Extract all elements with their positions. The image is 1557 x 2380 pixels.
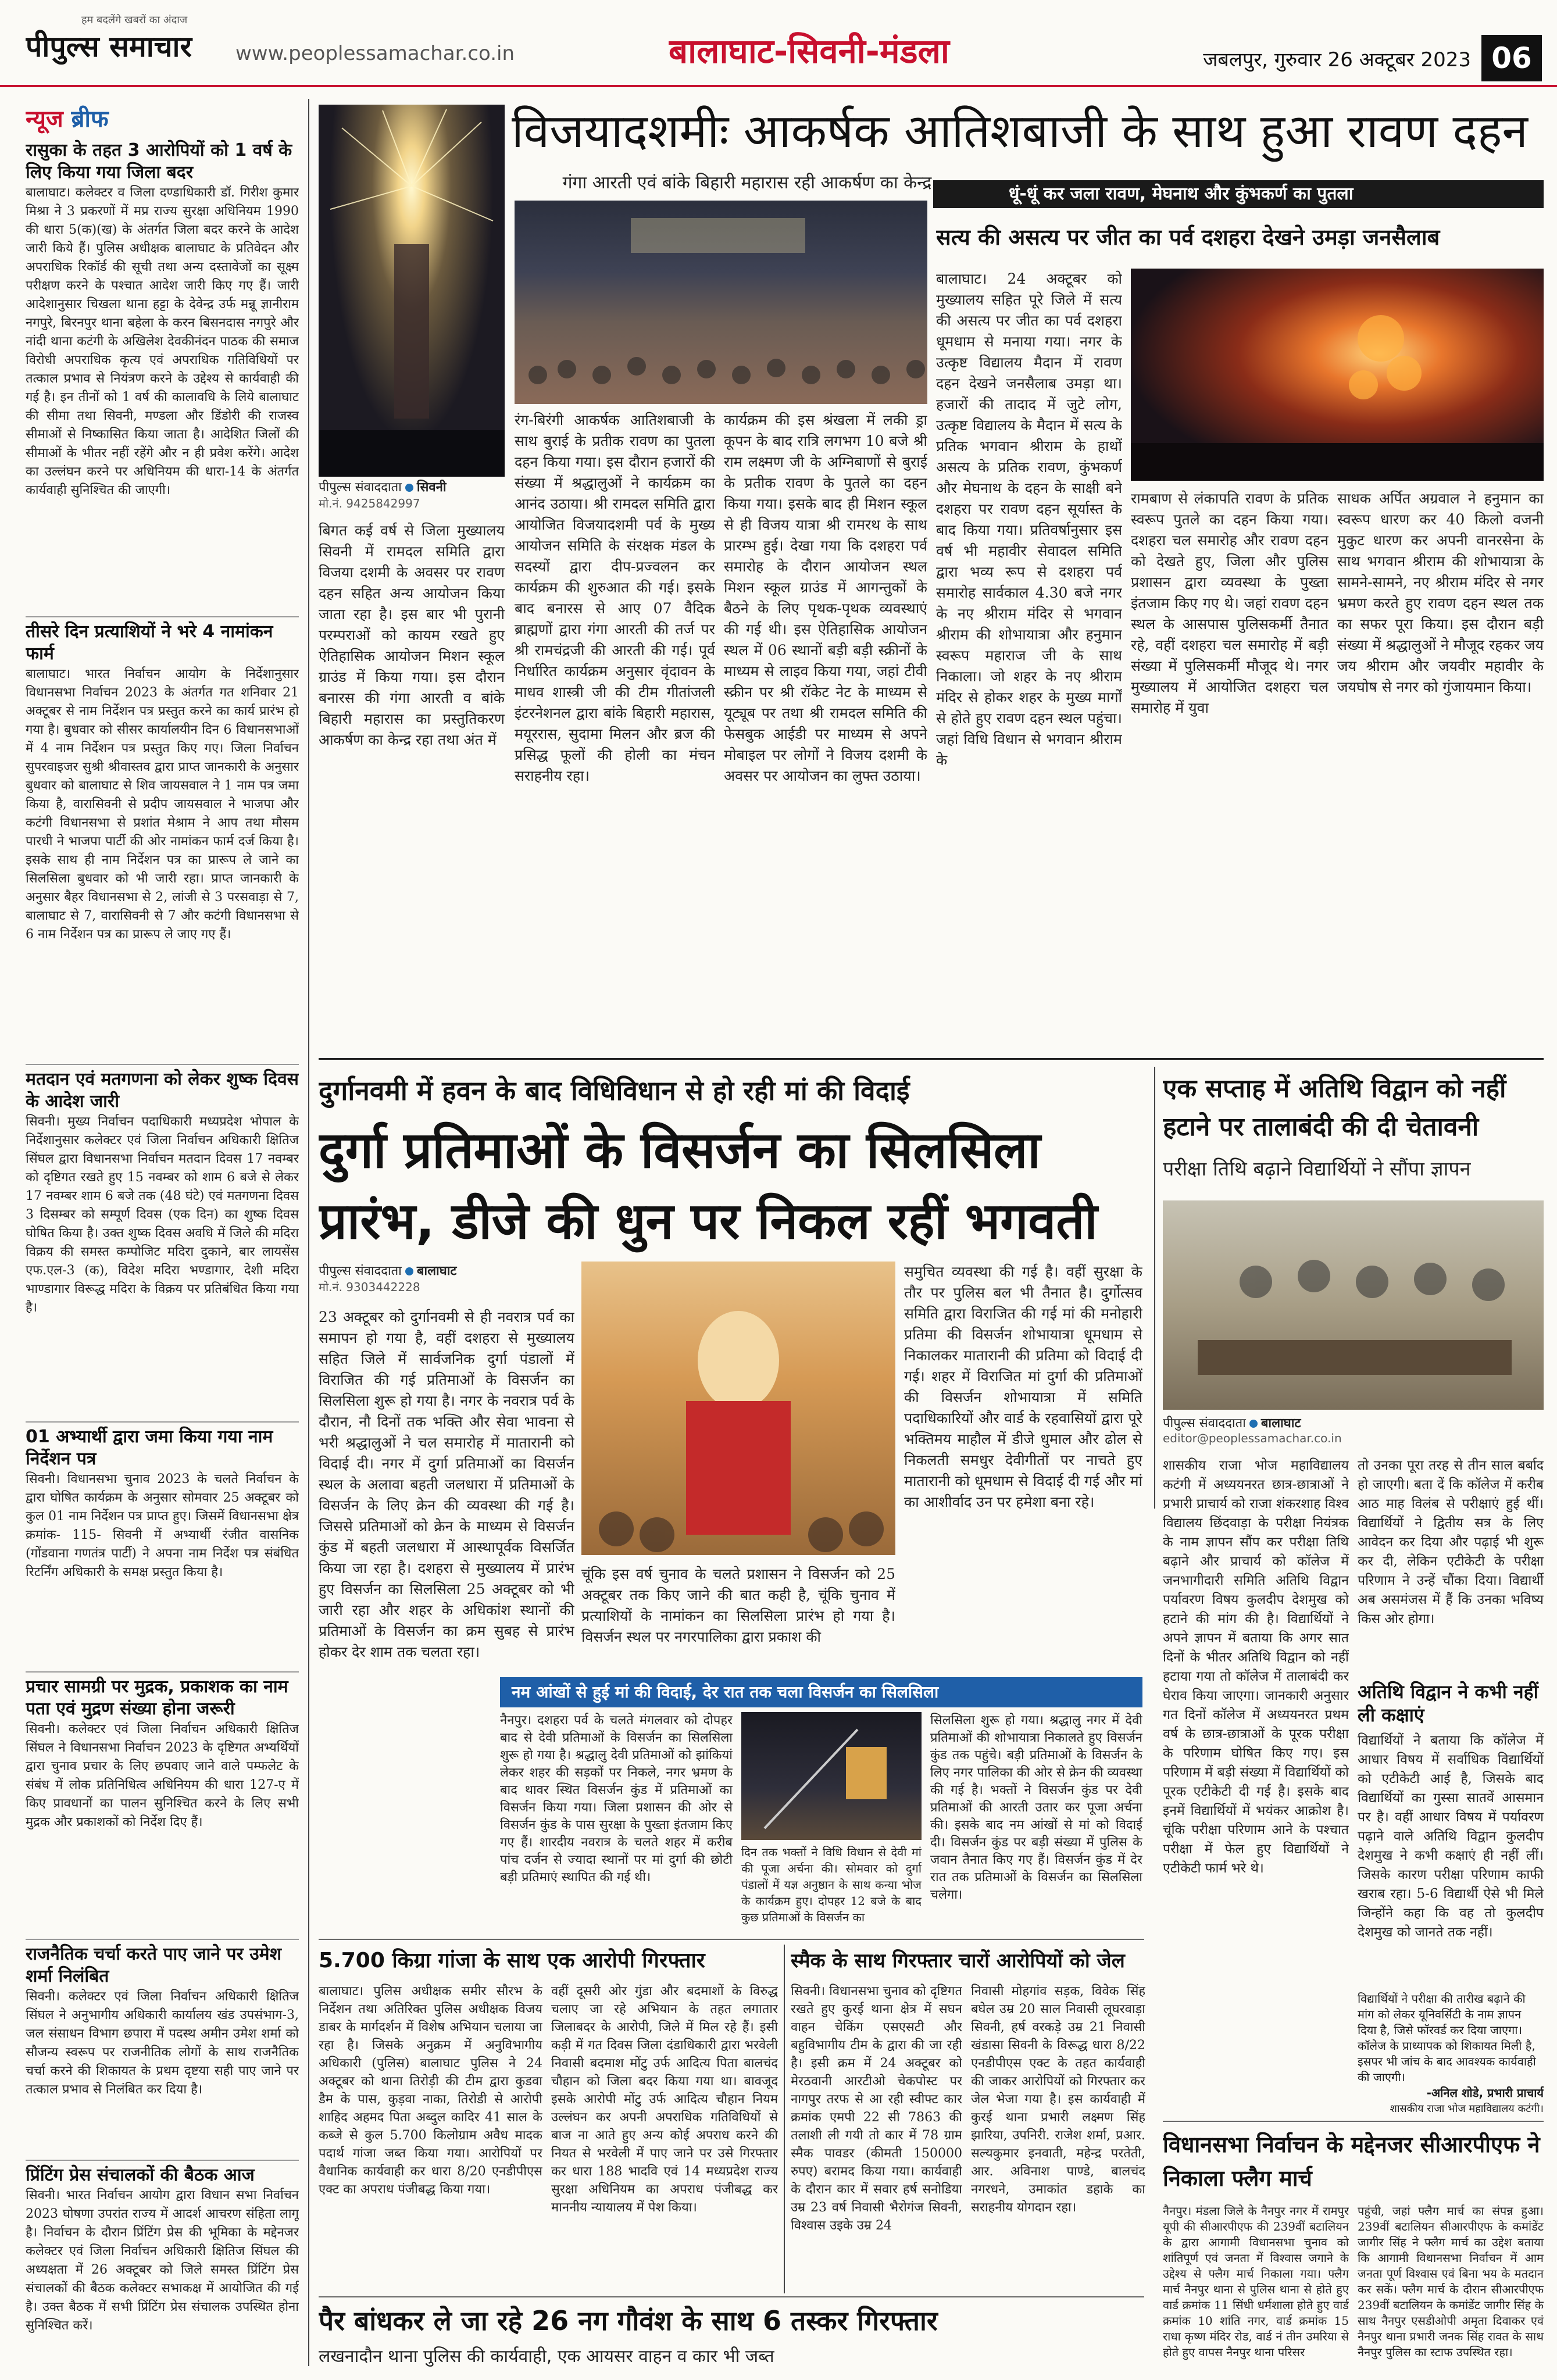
section-divider — [1163, 2121, 1544, 2122]
byline-phone: मो.नं. 9425842997 — [319, 496, 420, 510]
byline-dot-icon — [1249, 1420, 1258, 1428]
ganja-col-1: बालाघाट। पुलिस अधीक्षक समीर सौरभ के निर्देशन तथा अतिरिक्त पुलिस अधीक्षक विजय डाबर के मार्गदर्शन में विशेष अभियान चलाया जा रहा है। जिसके अनुक्रम में अनुविभागीय अधिकारी (पुलिस) बालाघाट पुलिस ने 24 अक्टूबर को थाना तिरोड़ी की टीम द्वारा कुडवा डैम के पास, कुड़वा नाका, तिरोडी से आरोपी शाहिद अहमद पिता अब्दुल कादिर 41 साल के कब्जे से कुल 5.700 किलोग्राम अवैध मादक पदार्थ गांजा जब्त किया गया। आरोपियों पर वैधानिक कार्यवाही कर धारा 8/20 एनडीपीएस एक्ट का अपराध पंजीबद्ध किया गया। — [319, 1984, 542, 2197]
lead-col-4: बालाघाट। 24 अक्टूबर को मुख्यालय सहित पूरे जिले में सत्य की असत्य पर जीत का पर्व दशहरा धूमधाम से मनाया गया। नगर के उत्कृष्ट विद्यालय मैदान में रावण दहन देखने जनसैलाब उमड़ा था। हजारों की तादाद में जुटे लोग, उत्कृष्ट विद्यालय के मैदान में सत्य के प्रतिक भगवान श्रीराम के हाथों असत्य के प्रतिक रावण, कुंभकर्ण और मेघनाथ के दहन के साक्षी बने दशहरा पर रावण दहन सूर्यास्त के बाद किया गया। प्रतिवर्षानुसार इस वर्ष भी महावीर सेवादल समिति द्वारा भव्य रूप से दशहरा पर्व समारोह सार्वकाल 4.30 बजे नगर के नए श्रीराम मंदिर से भगवान श्रीराम की शोभायात्रा और हनुमान स्वरूप महाराज जी के साथ निकाला। जो शहर के नए श्रीराम मंदिर से होकर शहर के मुख्य मार्गों से होते हुए रावण दहन स्थल पहुंचा। जहां विधि विधान से भगवान श्रीराम के — [936, 270, 1122, 769]
news-brief-column — [26, 102, 299, 2357]
edition-name-part2: मंडला — [879, 31, 949, 71]
masthead-tagline: हम बदलेंगे खबरों का अंदाज — [81, 14, 188, 26]
lead-strap-right: धूं-धूं कर जला रावण, मेघनाथ और कुंभकर्ण का पुतला — [933, 180, 1544, 208]
masthead-website[interactable]: www.peoplessamachar.co.in — [235, 42, 515, 65]
byline-place: सिवनी — [416, 480, 447, 495]
lead-subhead-right: सत्य की असत्य पर जीत का पर्व दशहरा देखने उमड़ा जनसैलाब — [936, 224, 1440, 250]
brief-title: प्रिंटिंग प्रेस संचालकों की बैठक आज — [26, 2165, 255, 2185]
durga-col-2: चूंकि इस वर्ष चुनाव के चलते प्रशासन ने विसर्जन को 25 अक्टूबर तक किए जाने की बात कही है, चूंकि चुनाव में प्रत्याशियों के नामांकन का सिलसिला प्रारंभ हो गया है। विसर्जन स्थल पर नगरपालिका द्वारा प्रकाश की — [581, 1566, 895, 1645]
lead-headline: विजयादशमीः आकर्षक आतिशबाजी के साथ हुआ रावण दहन — [512, 104, 1528, 158]
durga-headline-2: प्रारंभ, डीजे की धुन पर निकल रहीं भगवती — [319, 1192, 1098, 1250]
column-divider — [308, 99, 309, 2366]
lead-col-3: कार्यक्रम की इस श्रंखला में लकी ड्रा कूपन के बाद रात्रि लगभग 10 बजे श्री राम लक्ष्मण जी के अग्निबाणों से बुराई के प्रतीक रावण के पुतले का दहन किया गया। इसके बाद ही मिशन स्कूल से ही विजय यात्रा श्री रामरथ के साथ प्रारम्भ हुई। देखा गया कि दशहरा पर्व समारोह के दौरान आयोजन स्थल मिशन स्कूल ग्राउंड में आगन्तुकों के बैठने के लिए पृथक-पृथक व्यवस्थाएं की गई थी। इस ऐतिहासिक आयोजन स्थल में 06 स्थानों बड़ी बड़ी स्क्रीनों के माध्यम से लाइव किया गया, जहां टीवी स्क्रीन पर श्री रॉकेट नेट के माध्यम से यूट्यूब पर तथा श्री रामदल समिति की फेसबुक आईडी पर माध्यम से अपने मोबाइल पर लोगों ने विजय दशमी के अवसर पर आयोजन का लुफ्त उठाया। — [724, 412, 927, 784]
brief-body: सिवनी। भारत निर्वाचन आयोग द्वारा विधान सभा निर्वाचन 2023 घोषणा उपरांत राज्य में आदर्श आचरण संहिता लागू है। निर्वाचन के दौरान प्रिंटिंग प्रेस की भूमिका के मद्देनजर कलेक्टर एवं जिला निर्वाचन अधिकारी क्षितिज सिंघल की अध्यक्षता में 26 अक्टूबर को जिले समस्त प्रिंटिंग प्रेस संचालकों की बैठक कलेक्टर सभाकक्ष में आयोजित की गई है। उक्त बैठक में सभी प्रिंटिंग प्रेस संचालक उपस्थित होना सुनिश्चित करें। — [26, 2188, 299, 2333]
crpf-col-2: पहुंची, जहां फ्लैग मार्च का संपन्न हुआ। 239वीं बटालियन सीआरपीएफ के कमांडेंट जागीर सिंह ने फ्लैग मार्च का उद्देश बताया कि आगामी विधानसभा निर्वाचन में आम जनता पूर्ण विश्वास एवं बिना भय के मतदान कर सकें। फ्लैग मार्च के दौरान सीआरपीएफ 239वीं बटालियन के कमांडेंट जागीर सिंह के साथ नैनपुर एसडीओपी अमृता दिवाकर एवं नैनपुर थाना प्रभारी जनक सिंह रावत के साथ नैनपुर पुलिस का स्टाफ उपस्थित रहा। — [1358, 2204, 1544, 2359]
lead-col-1: बिगत कई वर्ष से जिला मुख्यालय सिवनी में रामदल समिति द्वारा विजया दशमी के अवसर पर रावण दहन सहित अन्य आयोजन किया जाता रहा है। इस बार भी पुरानी परम्पराओं को कायम रखते हुए ऐतिहासिक आयोजन मिशन स्कूल ग्राउंड में किया गया। इस दौरान बनारस की गंगा आरती व बांके बिहारी महारास का प्रस्तुतिकरण आकर्षण का केन्द्र रहा तथा अंत में — [319, 522, 505, 748]
quote-author: -अनिल शोडे, प्रभारी प्राचार्य — [1426, 2086, 1544, 2100]
column-divider — [784, 1945, 785, 2293]
byline-prefix: पीपुल्स संवाददाता — [319, 480, 402, 495]
guest-subhead: परीक्षा तिथि बढ़ाने विद्यार्थियों ने सौंपा ज्ञापन — [1163, 1157, 1471, 1181]
column-divider — [1154, 1067, 1155, 1509]
byline-place: बालाघाट — [1260, 1416, 1301, 1431]
lead-subhead-left: गंगा आरती एवं बांके बिहारी महारास रही आकर्षण का केन्द्र — [562, 173, 932, 193]
lead-photo-fireworks — [319, 105, 505, 477]
durga-headline-1: दुर्गा प्रतिमाओं के विसर्जन का सिलसिला — [319, 1121, 1041, 1180]
crpf-col-1: नैनपुर। मंडला जिले के नैनपुर नगर में रामपुर यूपी की सीआरपीएफ की 239वीं बटालियन के द्वारा आगामी विधानसभा चुनाव को शांतिपूर्ण एवं जनता में विश्वास जगाने के उद्देश्य से फ्लैग मार्च निकाला गया। फ्लैग मार्च नैनपुर थाना से पुलिस थाना से होते हुए वार्ड क्रमांक 11 सिंधी धर्मशाला होते हुए वार्ड क्रमांक 10 शांति नगर, वार्ड क्रमांक 15 राधा कृष्ण मंदिर रोड, वार्ड नं तीन उमरिया से होते हुए वापस नैनपुर थाना परिसर — [1163, 2204, 1349, 2359]
byline — [319, 478, 505, 495]
byline-dot-icon — [405, 484, 413, 492]
byline-prefix: पीपुल्स संवाददाता — [319, 1264, 402, 1278]
byline — [319, 1262, 580, 1279]
page-number: 06 — [1481, 35, 1542, 81]
naina-photo — [741, 1712, 922, 1840]
durga-byline — [319, 1262, 580, 1302]
brief-item — [26, 2160, 299, 2357]
lead-col-6: साधक अर्पित अग्रवाल ने हनुमान का स्वरूप धारण कर 40 किलो वजनी मुकुट धारण कर अपनी वानरसेना के साथ भगवान श्रीराम की शोभायात्रा के सामने-सामने, नए श्रीराम मंदिर से नगर भ्रमण करते हुए रावण दहन स्थल तक का सफर पूरा किया। इस दौरान बड़ी संख्या में श्रद्धालुओं ने मौजूद रहकर जय जय श्रीराम और जयवीर महावीर के जयघोष से नगर को गुंजायमान किया। — [1337, 490, 1544, 695]
ganja-col-2: वहीं दूसरी ओर गुंडा और बदमाशों के विरुद्ध चलाए जा रहे अभियान के तहत लगातार जिलाबदर के आरोपी, जिले में मिल रहे हैं। इसी कड़ी में गत दिवस जिला दंडाधिकारी द्वारा भरवेली निवासी बदमाश मोंटु उर्फ आदित्य पिता बालचंद चौहान को जिला बदर किया गया था। बावजूद इसके आरोपी मोंटु उर्फ आदित्य चौहान नियम उल्लंघन कर अपनी अपराधिक गतिविधियों से बाज ना आते हुए अन्य कोई अपराध करने की नियत से भरवेली में पाए जाने पर उसे गिरफ्तार कर धारा 188 भादवि एवं 14 मध्यप्रदेश राज्य सुरक्षा अधिनियम का अपराध पंजीबद्ध कर माननीय न्यायालय में पेश किया। — [551, 1984, 778, 2215]
brief-body: सिवनी। विधानसभा चुनाव 2023 के चलते निर्वाचन के द्वारा घोषित कार्यक्रम के अनुसार सोमवार 25 अक्टूबर को कुल 01 नाम निर्देशन पत्र प्राप्त हुए। जिसमें विधानसभा क्षेत्र क्रमांक- 115- सिवनी में अभ्यार्थी रंजीत वासनिक (गोंडवाना गणतंत्र पार्टी) ने अपना नाम निर्देश पत्र संबंधित रिटर्निंग अधिकारी के समक्ष प्रस्तुत किया है। — [26, 1472, 299, 1579]
brief-item — [26, 1671, 299, 1939]
news-brief-label — [26, 102, 299, 134]
news-brief-label-b: ब्रीफ — [71, 106, 109, 133]
brief-item — [26, 1939, 299, 2160]
logo-text: पीपुल्स समाचार — [26, 30, 192, 63]
ganja-headline: 5.700 किग्रा गांजा के साथ एक आरोपी गिरफ्तार — [319, 1949, 705, 1972]
guest-col-2b: विद्यार्थियों ने बताया कि कॉलेज में आधार विषय में सर्वाधिक विद्यार्थियों को एटीकेटी आई है, जिसके बाद विद्यार्थियों का गुस्सा सातवें आसमान पर है। वहीं आधार विषय में पर्यावरण पढ़ाने वाले अतिथि विद्वान कुलदीप देशमुख ने कभी कक्षाएं ही नहीं लीं। जिसके कारण परीक्षा परिणाम काफी खराब रहा। 5-6 विद्यार्थी ऐसे भी मिले जिन्होंने कहा कि वह तो कुलदीप देशमुख को जानते तक नहीं। — [1358, 1733, 1544, 1940]
edition-name-part1: बालाघाट-सिवनी- — [669, 31, 880, 71]
guest-byline — [1163, 1414, 1544, 1451]
byline — [1163, 1414, 1544, 1431]
section-divider — [319, 1058, 1544, 1060]
smack-col-1: सिवनी। विधानसभा चुनाव को दृष्टिगत रखते हुए कुरई थाना क्षेत्र में सघन वाहन चेकिंग एसएसटी और बहुविभागीय टीम के द्वारा की जा रही है। इसी क्रम में 24 अक्टूबर को मेरठवानी आरटीओ चेकपोस्ट पर नागपुर तरफ से आ रही स्वीफ्ट कार क्रमांक एमपी 22 सी 7863 की तलाशी ली गयी तो कार में 78 ग्राम स्मैक पावडर (कीमती 150000 रुपए) बरामद किया गया। कार्यवाही के दौरान कार में सवार हर्ष सनोडिया उम्र 23 वर्ष निवासी भैरोगंज सिवनी, विश्वास उइके उम्र 24 — [791, 1984, 962, 2233]
brief-item — [26, 140, 299, 616]
lead-photo-crowd — [515, 201, 927, 404]
lead-col-5: रामबाण से लंकापति रावण के प्रतिक स्वरूप पुतले का दहन किया गया। दशहरा चल समारोह और रावण दहन को देखते हुए, जिला और पुलिस प्रशासन द्वारा व्यवस्था के पुख्ता इंतजाम किए गए थे। जहां रावण दहन स्थल के आसपास पुलिसकर्मी तैनात रहे, वहीं दशहरा चल समारोह में बड़ी संख्या में पुलिसकर्मी मौजूद थे। नगर मुख्यालय में आयोजित दशहरा चल समारोह में युवा — [1131, 490, 1329, 716]
brief-title: राजनैतिक चर्चा करते पाए जाने पर उमेश शर्मा निलंबित — [26, 1944, 281, 1986]
brief-title: 01 अभ्यार्थी द्वारा जमा किया गया नाम निर्देशन पत्र — [26, 1427, 273, 1469]
fireworks-graphic — [319, 105, 505, 477]
ravan-burning-graphic — [1131, 269, 1544, 481]
edition-name — [669, 27, 1087, 73]
visarjan-crane-graphic — [741, 1712, 922, 1840]
brief-body: सिवनी। कलेक्टर एवं जिला निर्वाचन अधिकारी क्षितिज सिंघल ने विधानसभा निर्वाचन 2023 के दृष्टिगत अभ्यर्थियों द्वारा चुनाव प्रचार के लिए छपवाए जाने वाले पम्फलेट के संबंध में लोक प्रतिनिधित्व अधिनियम की धारा 127-ए में किए प्रावधानों का पालन सुनिश्चित करने के लिए सभी मुद्रक और प्रकाशकों को निर्देश दिए हैं। — [26, 1722, 299, 1829]
byline-prefix: पीपुल्स संवाददाता — [1163, 1416, 1246, 1431]
quote-text: विद्यार्थियों ने परीक्षा की तारीख बढ़ाने की मांग को लेकर यूनिवर्सिटी के नाम ज्ञापन दिया है, जिसे फॉरवर्ड कर दिया जाएगा। कॉलेज के प्राध्यापक को शिकायत मिली है, इसपर भी जांच के बाद आवश्यक कार्यवाही की जाएगी। — [1358, 1992, 1536, 2084]
brief-title: रासुका के तहत 3 आरोपियों को 1 वर्ष के लिए किया गया जिला बदर — [26, 140, 292, 183]
brief-title: प्रचार सामग्री पर मुद्रक, प्रकाशक का नाम पता एवं मुद्रण संख्या होना जरूरी — [26, 1677, 288, 1719]
byline-dot-icon — [405, 1267, 413, 1275]
byline-phone: मो.नं. 9303442228 — [319, 1280, 420, 1294]
smack-col-2: निवासी मोहगांव सड़क, विवेक सिंह बघेल उम्र 20 साल निवासी लूघरवाड़ा सिवनी, हर्ष वरकड़े उम्र 21 निवासी खंडासा सिवनी के विरूद्ध धारा 8/22 एनडीपीएस एक्ट के तहत कार्यवाही की जाकर आरोपियों को गिरफ्तार कर जेल भेजा गया है। इस कार्यवाही में कुरई थाना प्रभारी लक्ष्मण सिंह झारिया, उपनिरी. राजेश शर्मा, प्रआर. सल्यकुमार इनवाती, महेन्द्र परतेती, आर. अविनाश पाण्डे, बालचंद नगरधने, उमाकांत डहाके का सराहनीय योगदान रहा। — [971, 1984, 1145, 2215]
cattle-subhead: लखनादौन थाना पुलिस की कार्यवाही, एक आयसर वाहन व कार भी जब्त — [319, 2346, 774, 2367]
guest-photo — [1163, 1200, 1544, 1410]
durga-strap: दुर्गानवमी में हवन के बाद विधिविधान से हो रही मां की विदाई — [319, 1075, 910, 1106]
guest-col-1: शासकीय राजा भोज महाविद्यालय कटंगी में अध्ययनरत छात्र-छात्राओं ने प्रभारी प्राचार्य को राजा शंकरशाह विश्व विद्यालय छिंदवाड़ा के परीक्षा नियंत्रक के नाम ज्ञापन सौंप कर परीक्षा तिथि बढ़ाने और प्राचार्य को कॉलेज में जनभागीदारी समिति अतिथि विद्वान पर्यावरण विषय कुलदीप देशमुख को हटाने की मांग की है। विद्यार्थियों ने अपने ज्ञापन में बताया कि अगर सात दिनों के भीतर अतिथि विद्वान को नहीं हटाया गया तो कॉलेज में तालाबंदी कर घेराव किया जाएगा। जानकारी अनुसार गत दिनों कॉलेज में अध्ययनरत प्रथम वर्ष के छात्र-छात्राओं के पूरक परीक्षा के परिणाम घोषित किए गए। इस परिणाम में बड़ी संख्या में विद्यार्थियों को पूरक एटीकेटी दी गई है। इसके बाद इनमें विद्यार्थियों में भयंकर आक्रोश है। चूंकि परीक्षा परिणाम आने के पश्चात परीक्षा में फेल हुए विद्यार्थियों ने एटीकेटी फार्म भरे थे। — [1163, 1458, 1349, 1876]
masthead-logo — [26, 26, 223, 66]
naina-col-1: नैनपुर। दशहरा पर्व के चलते मंगलवार को दोपहर बाद से देवी प्रतिमाओं के विसर्जन का सिलसिला शुरू हो गया है। श्रद्धालु देवी प्रतिमाओं को झांकियां लेकर शहर की सड़कों पर निकले, नगर भ्रमण के बाद थावर स्थित विसर्जन कुंड में प्रतिमाओं का विसर्जन किया गया। जिला प्रशासन की ओर से विसर्जन कुंड के पास सुरक्षा के पुख्ता इंतजाम किए गए हैं। शारदीय नवरात्र के चलते शहर में करीब पांच दर्जन से ज्यादा स्थानों पर मां दुर्गा की छोटी बड़ी प्रतिमाएं स्थापित की गई थी। — [500, 1713, 733, 1885]
smack-headline: स्मैक के साथ गिरफ्तार चारों आरोपियों को जेल — [791, 1949, 1125, 1972]
crowd-graphic — [515, 201, 927, 404]
byline-place: बालाघाट — [416, 1264, 457, 1278]
masthead — [0, 0, 1557, 87]
guest-quote — [1358, 1991, 1544, 2113]
byline-email[interactable]: editor@peoplessamachar.co.in — [1163, 1431, 1342, 1445]
section-divider — [319, 1939, 1144, 1940]
durga-idol-graphic — [581, 1262, 895, 1555]
brief-item — [26, 1064, 299, 1421]
brief-title: मतदान एवं मतगणना को लेकर शुष्क दिवस के आदेश जारी — [26, 1069, 299, 1112]
brief-item — [26, 1421, 299, 1671]
students-office-graphic — [1163, 1200, 1544, 1410]
cattle-headline: पैर बांधकर ले जा रहे 26 नग गौवंश के साथ 6 तस्कर गिरफ्तार — [319, 2305, 938, 2336]
crpf-headline: विधानसभा निर्वाचन के मद्देनजर सीआरपीएफ ने निकाला फ्लैग मार्च — [1163, 2132, 1540, 2191]
guest-headline: एक सप्ताह में अतिथि विद्वान को नहीं हटाने पर तालाबंदी की दी चेतावनी — [1163, 1074, 1506, 1142]
brief-body: बालाघाट। भारत निर्वाचन आयोग के निर्देशानुसार विधानसभा निर्वाचन 2023 के अंतर्गत गत शनिवार 21 अक्टूबर से नाम निर्देशन पत्र प्रस्तुत करने का कार्य प्रारंभ हो गया है। बुधवार को सीसर कार्यालयीन दिन 6 विधानसभाओं में 4 नाम निर्देशन पत्र प्रस्तुत किए गए। जिला निर्वाचन सुपरवाइजर सुश्री श्रीवास्तव द्वारा प्राप्त जानकारी के अनुसार बुधवार को बालाघाट से शिव जायसवाल ने 1 नाम पत्र जमा किया है, वारासिवनी से प्रदीप जायसवाल ने भाजपा और कटंगी विधानसभा से प्रशांत मेश्राम ने आप तथा मौसम पारधी ने भाजपा पार्टी की ओर नामांकन फार्म दर्ज किया है। इसके साथ ही नाम निर्देशन पत्र का प्रारूप ले जाने का सिलसिला बुधवार को भी जारी रहा। प्राप्त जानकारी के अनुसार बैहर विधानसभा से 2, लांजी से 3 परसवाड़ा से 7, बालाघाट से 7, वारासिवनी से 7 और कटंगी विधानसभा से 6 नाम निर्देशन पत्र का प्रारूप ले जाए गए हैं। — [26, 667, 299, 942]
section-divider — [319, 2296, 1144, 2297]
guest-subhead-2: अतिथि विद्वान ने कभी नहीं ली कक्षाएं — [1358, 1681, 1538, 1726]
lead-col-2: रंग-बिरंगी आकर्षक आतिशबाजी के साथ बुराई के प्रतीक रावण का पुतला दहन किया गया। इस दौरान हजारों की संख्या में श्रद्धालुओं ने कार्यक्रम का आनंद उठाया। श्री रामदल समिति द्वारा आयोजित विजयादशमी पर्व के मुख्य आयोजन समिति के संरक्षक मंडल के सदस्यों द्वारा दीप-प्रज्वलन कर कार्यक्रम की शुरुआत की गई। इसके बाद बनारस से आए 07 वैदिक ब्राह्मणों द्वारा गंगा आरती की तर्ज पर श्री रामचंद्रजी की आरती की गई। पूर्व निर्धारित कार्यक्रम अनुसार वृंदावन के माधव शास्त्री जी की टीम गीतांजली इंटरनेशनल द्वारा बांके बिहारी महारास, मयूररास, सुदामा मिलन और ब्रज की प्रसिद्ध फूलों की होली का मंचन सराहनीय रहा। — [515, 412, 715, 784]
durga-col-1: 23 अक्टूबर को दुर्गानवमी से ही नवरात्र पर्व का समापन हो गया है, वहीं दशहरा से मुख्यालय सहित जिले में सार्वजनिक दुर्गा पंडालों में विराजित की गई प्रतिमाओं के विसर्जन का सिलसिला शुरू हो गया है। नगर के नवरात्र पर्व के दौरान, नौ दिनों तक भक्ति और सेवा भावना से भरी श्रद्धालुओं ने चल समारोह में मातारानी को विदाई दी। नगर में दुर्गा प्रतिमाओं का विसर्जन स्थल के अलावा बहती जलधारा में प्रतिमाओं के विसर्जन के लिए क्रेन की व्यवस्था की गई है। जिससे प्रतिमाओं को क्रेन के माध्यम से विसर्जन कुंड में बहती जलधारा में आस्थापूर्वक विसर्जित किया जा रहा है। दशहरा से मुख्यालय में प्रारंभ हुए विसर्जन का सिलसिला 25 अक्टूबर को भी जारी रहा और शहर के अधिकांश स्थानों की प्रतिमाओं के विसर्जन का क्रम सुबह से प्रारंभ होकर देर शाम तक चलता रहा। — [319, 1309, 574, 1660]
quote-org: शासकीय राजा भोज महाविद्यालय कटंगी। — [1390, 2103, 1544, 2113]
durga-col-3: समुचित व्यवस्था की गई है। वहीं सुरक्षा के तौर पर पुलिस बल भी तैनात है। दुर्गोत्सव समिति द्वारा विराजित की गई मां की मनोहारी प्रतिमा की विसर्जन शोभायात्रा धूमधाम से निकालकर मातारानी की प्रतिमा को विदाई दी गई। शहर में विराजित मां दुर्गा की प्रतिमाओं की विसर्जन शोभायात्रा में समिति पदाधिकारियों और वार्ड के रहवासियों द्वारा पूरे भक्तिमय माहौल में डीजे धुमाल और ढोल से निकलती समधुर देवीगीतों पर नाचते हुए मातारानी को धूमधाम से विदाई दी गई और मां का आशीर्वाद उन पर हमेशा बना रहे। — [904, 1263, 1142, 1510]
lead-photo-byline — [319, 478, 505, 513]
brief-body: सिवनी। मुख्य निर्वाचन पदाधिकारी मध्यप्रदेश भोपाल के निर्देशानुसार कलेक्टर एवं जिला निर्वाचन अधिकारी क्षितिज सिंघल द्वारा विधानसभा निर्वाचन मतदान दिवस 17 नवम्बर को दृष्टिगत रखते हुए 15 नवम्बर को शाम 6 बजे से लेकर 17 नवम्बर शाम 6 बजे तक (48 घंटे) एवं मतगणना दिवस 3 दिसम्बर को सम्पूर्ण दिवस (एक दिन) का शुष्क दिवस घोषित किया है। उक्त शुष्क दिवस अवधि में जिले की मदिरा विक्रय की समस्त कम्पोजिट मदिरा दुकाने, बार लायसेंस एफ.एल-3 (क), विदेश मदिरा भण्डागार, देशी मदिरा भाण्डागार विरूद्ध मदिरा के विक्रय पर प्रतिबंधित किया गया है। — [26, 1114, 299, 1315]
brief-item — [26, 616, 299, 1064]
lead-photo-ravan — [1131, 269, 1544, 481]
brief-body: सिवनी। कलेक्टर एवं जिला निर्वाचन अधिकारी क्षितिज सिंघल ने अनुभागीय अधिकारी कार्यालय खंड उपसंभाग-3, जल संसाधन विभाग छपारा में पदस्थ अमीन उमेश शर्मा को सौजन्य स्वरूप पर राजनीतिक लोगों के साथ राजनैतिक चर्चा करने की शिकायत के प्रथम दृष्टया सही पाए जाने पर तत्काल प्रभाव से निलंबित कर दिया है। — [26, 1989, 299, 2097]
naina-strap: नम आंखों से हुई मां की विदाई, देर रात तक चला विसर्जन का सिलसिला — [500, 1677, 1142, 1707]
guest-col-2: तो उनका पूरा तरह से तीन साल बर्बाद हो जाएगी। बता दें कि कॉलेज में करीब आठ माह विलंब से परीक्षाएं हुई थीं। विद्यार्थियों ने द्वितीय सत्र के लिए आवेदन कर दिया और पढ़ाई भी शुरू कर दी, लेकिन एटीकेटी के परीक्षा परिणाम ने उन्हें चौंका दिया। विद्यार्थी अब असमंजस में हैं कि उनका भविष्य किस ओर होगा। — [1358, 1458, 1544, 1627]
news-brief-label-a: न्यूज — [26, 106, 63, 133]
durga-photo — [581, 1262, 895, 1555]
brief-title: तीसरे दिन प्रत्याशियों ने भरे 4 नामांकन फार्म — [26, 621, 273, 664]
naina-col-2: दिन तक भक्तों ने विधि विधान से देवी मां की पूजा अर्चना की। सोमवार को दुर्गा पंडालों में यज्ञ अनुष्ठान के साथ कन्या भोज के कार्यक्रम हुए। दोपहर 12 बजे के बाद कुछ प्रतिमाओं के विसर्जन का — [741, 1845, 922, 1924]
naina-col-3: सिलसिला शुरू हो गया। श्रद्धालु नगर में देवी प्रतिमाओं की शोभायात्रा निकालते हुए विसर्जन कुंड तक पहुंचे। बड़ी प्रतिमाओं के विसर्जन के लिए नगर पालिका की ओर से क्रेन की व्यवस्था की गई है। भक्तों ने विसर्जन कुंड पर देवी प्रतिमाओं की आरती उतार कर पूजा अर्चना की। इसके बाद नम आंखों से मां को विदाई दी। विसर्जन कुंड पर बड़ी संख्या में पुलिस के जवान तैनात किए गए हैं। विसर्जन कुंड में देर रात तक प्रतिमाओं के विसर्जन का सिलसिला चलेगा। — [930, 1713, 1142, 1902]
masthead-dateline: जबलपुर, गुरुवार 26 अक्टूबर 2023 — [1203, 48, 1471, 72]
brief-body: बालाघाट। कलेक्टर व जिला दण्डाधिकारी डॉ. गिरीश कुमार मिश्रा ने 3 प्रकरणों में मप्र राज्य सुरक्षा अधिनियम 1990 की धारा 5(क)(ख) के अंतर्गत जिला बदर करने के आदेश जारी किये हैं। पुलिस अधीक्षक बालाघाट के प्रतिवेदन और अपराधिक रिकॉर्ड की सूची तथा अन्य दस्तावेजों का सूक्ष्म परीक्षण करने के पश्चात आदेश जारी किए गए हैं। जारी आदेशानुसार चिखला थाना हट्टा के देवेन्द्र उर्फ मन्नू ज्ञानीराम नगपुरे, बिरनपुर थाना बहेला के करन बिसनदास नगपुरे और नांदी थाना कटंगी के अखिलेश देवकीनंदन पाठक की समाज विरोधी अपराधिक कृत्य एवं अपराधिक गतिविधियों पर तत्काल प्रभाव से नियंत्रण करने के उद्देश्य से कार्यवाही की गई है। इन तीनों को 1 वर्ष की कालावधि के लिये बालाघाट की सीमा तथा सिवनी, मण्डला और डिंडोरी की राजस्व सीमाओं से निष्कासित किया जाता है। आदेशित जिलों की सीमाओं के भीतर नहीं रहेंगे और न ही प्रवेश करेंगे। आदेश का उल्लंघन करने पर अधिनियम की धारा-14 के अंतर्गत कार्यवाही सुनिश्चित की जाएगी। — [26, 185, 299, 498]
